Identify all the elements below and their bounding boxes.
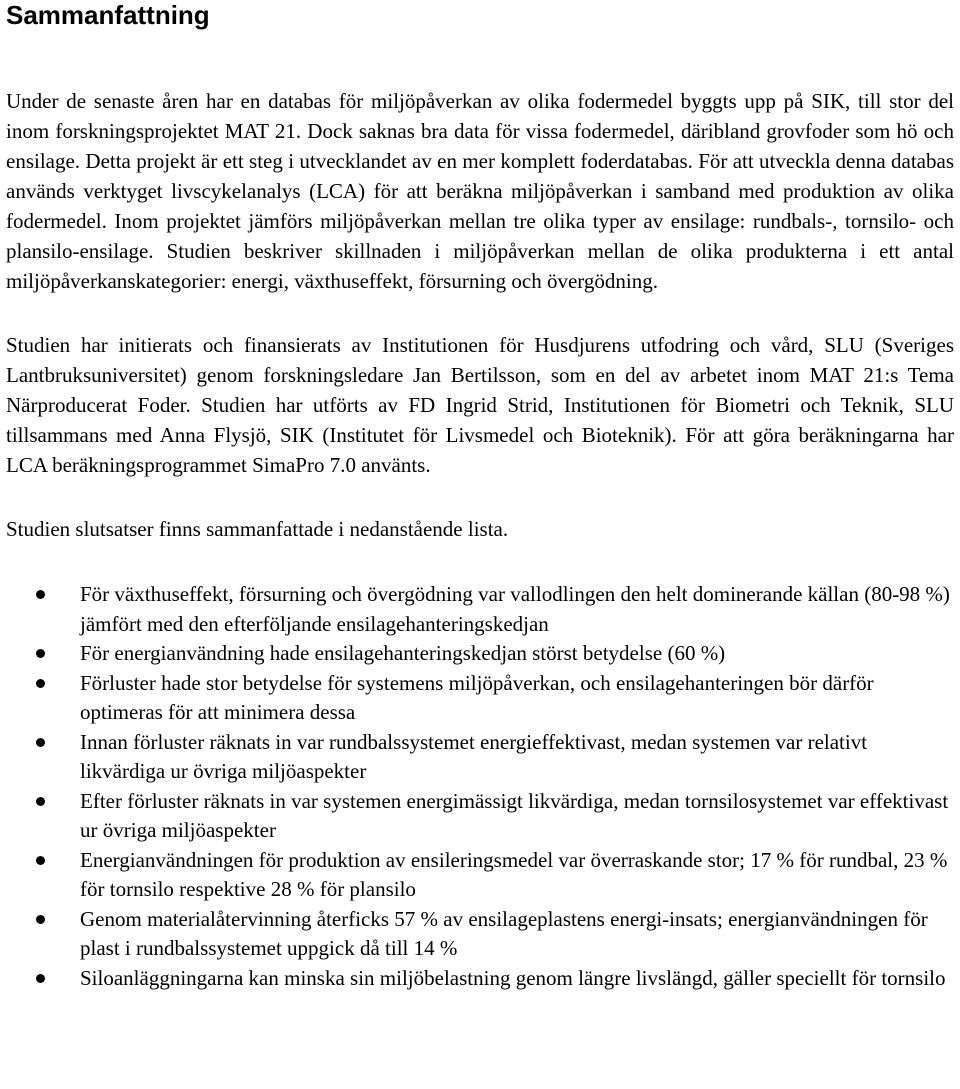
list-item <box>6 787 954 846</box>
bullet-icon <box>36 738 45 747</box>
bullet-icon <box>36 856 45 865</box>
list-item-text: Innan förluster räknats in var rundbalssystemet energieffektivast, medan systemen var relativt likvärdiga ur övriga miljöaspekter <box>80 729 868 783</box>
list-item <box>6 580 954 639</box>
summary-paragraph-1: Under de senaste åren har en databas för miljöpåverkan av olika fodermedel byggts upp på SIK, till stor del inom forskningsprojektet MAT 21. Dock saknas bra data för vissa fodermedel, däribland grovfoder som hö och ensilage. Detta projekt är ett steg i utvecklandet av en mer komplett foderdatabas. För att utveckla denna databas används verktyget livscykelanalys (LCA) för att beräkna miljöpåverkan i samband med produktion av olika fodermedel. Inom projektet jämförs miljöpåverkan mellan tre olika typer av ensilage: rundbals-, tornsilo- och plansilo-ensilage. Studien beskriver skillnaden i miljöpåverkan mellan de olika produkterna i ett antal miljöpåverkanskategorier: energi, växthuseffekt, försurning och övergödning. <box>6 89 954 293</box>
bullet-icon <box>36 974 45 983</box>
list-item-text: Genom materialåtervinning återficks 57 % av ensilageplastens energi-insats; energianvändningen för plast i rundbalssystemet uppgick då till 14 % <box>80 906 928 960</box>
list-item-text: För växthuseffekt, försurning och övergödning var vallodlingen den helt dominerande källan (80-98 %) jämfört med den efterföljande ensilagehanteringskedjan <box>80 582 950 636</box>
bullet-icon <box>36 649 45 658</box>
list-item-text: Siloanläggningarna kan minska sin miljöbelastning genom längre livslängd, gäller speciellt för tornsilo <box>80 965 946 990</box>
bullet-icon <box>36 679 45 688</box>
list-item <box>6 728 954 787</box>
bullet-icon <box>36 915 45 924</box>
list-item-text: Efter förluster räknats in var systemen energimässigt likvärdiga, medan tornsilosystemet var effektivast ur övriga miljöaspekter <box>80 788 949 842</box>
summary-paragraph-3: Studien slutsatser finns sammanfattade i nedanstående lista. <box>6 517 509 541</box>
conclusions-list <box>6 580 954 993</box>
bullet-icon <box>36 797 45 806</box>
list-item-text: Förluster hade stor betydelse för systemens miljöpåverkan, och ensilagehanteringen bör därför optimeras för att minimera dessa <box>80 670 874 724</box>
list-item <box>6 905 954 964</box>
list-item <box>6 964 954 994</box>
list-item <box>6 669 954 728</box>
summary-paragraph-2: Studien har initierats och finansierats av Institutionen för Husdjurens utfodring och vård, SLU (Sveriges Lantbruksuniversitet) genom forskningsledare Jan Bertilsson, som en del av arbetet inom MAT 21:s Tema Närproducerat Foder. Studien har utförts av FD Ingrid Strid, Institutionen för Biometri och Teknik, SLU tillsammans med Anna Flysjö, SIK (Institutet för Livsmedel och Bioteknik). För att göra beräkningarna har LCA beräkningsprogrammet SimaPro 7.0 använts. <box>6 333 954 477</box>
list-item-text: Energianvändningen för produktion av ensileringsmedel var överraskande stor; 17 % för rundbal, 23 % för tornsilo respektive 28 % för plansilo <box>80 847 948 901</box>
page-title: Sammanfattning <box>6 0 210 30</box>
list-item <box>6 846 954 905</box>
list-item <box>6 639 954 669</box>
bullet-icon <box>36 590 45 599</box>
list-item-text: För energianvändning hade ensilagehanteringskedjan störst betydelse (60 %) <box>80 641 726 665</box>
